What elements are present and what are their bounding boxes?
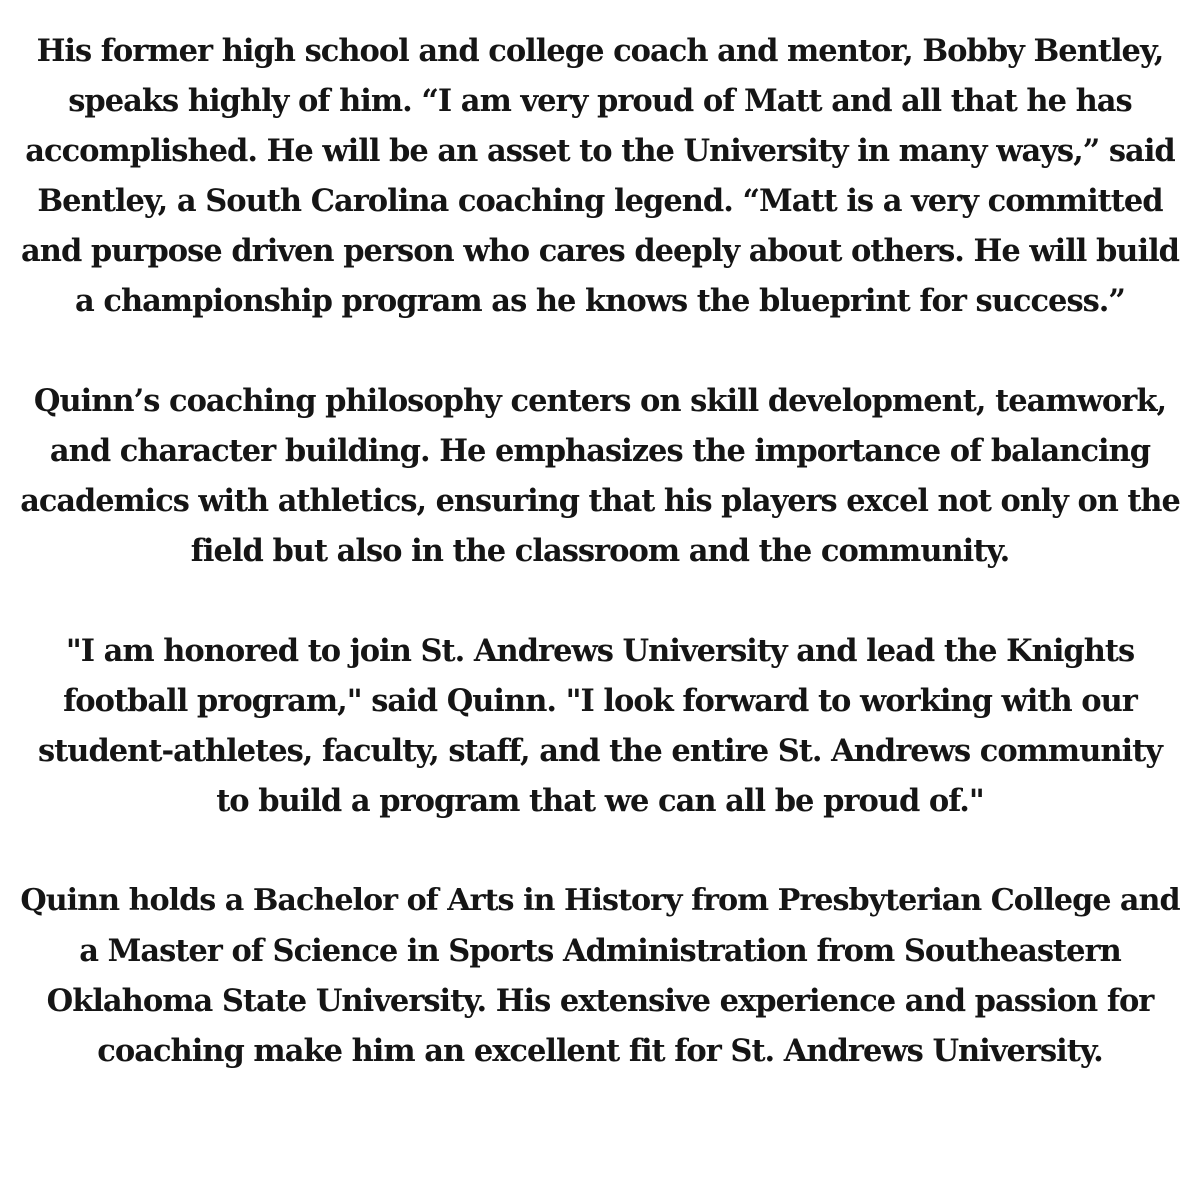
text-line: accomplished. He will be an asset to the University in many ways,” said [25,133,1175,169]
paragraph-coaching-philosophy [20,376,1180,576]
text-line: and purpose driven person who cares deeply about others. He will build [21,233,1179,269]
text-line: field but also in the classroom and the community. [190,533,1010,569]
text-line: student-athletes, faculty, staff, and the entire St. Andrews community [38,733,1162,769]
text-line: football program," said Quinn. "I look forward to working with our [63,683,1137,719]
text-line: academics with athletics, ensuring that his players excel not only on the [20,483,1180,519]
text-line: Quinn’s coaching philosophy centers on skill development, teamwork, [33,383,1167,419]
text-line: Oklahoma State University. His extensive experience and passion for [46,983,1154,1019]
paragraph-bentley-quote [20,26,1180,326]
paragraph-education [20,876,1180,1076]
text-line: "I am honored to join St. Andrews University and lead the Knights [65,633,1135,669]
text-line: speaks highly of him. “I am very proud of Matt and all that he has [68,83,1132,119]
text-line: His former high school and college coach and mentor, Bobby Bentley, [36,33,1164,69]
text-line: Quinn holds a Bachelor of Arts in History from Presbyterian College and [20,883,1180,918]
text-line: Bentley, a South Carolina coaching legend. “Matt is a very committed [37,183,1163,219]
text-line: a Master of Science in Sports Administration from Southeastern [79,933,1121,969]
text-line: coaching make him an excellent fit for St. Andrews University. [97,1033,1103,1069]
text-line: a championship program as he knows the blueprint for success.” [75,283,1125,319]
text-line: and character building. He emphasizes the importance of balancing [49,433,1151,469]
paragraph-quinn-quote [20,626,1180,826]
text-line: to build a program that we can all be proud of." [216,783,984,819]
